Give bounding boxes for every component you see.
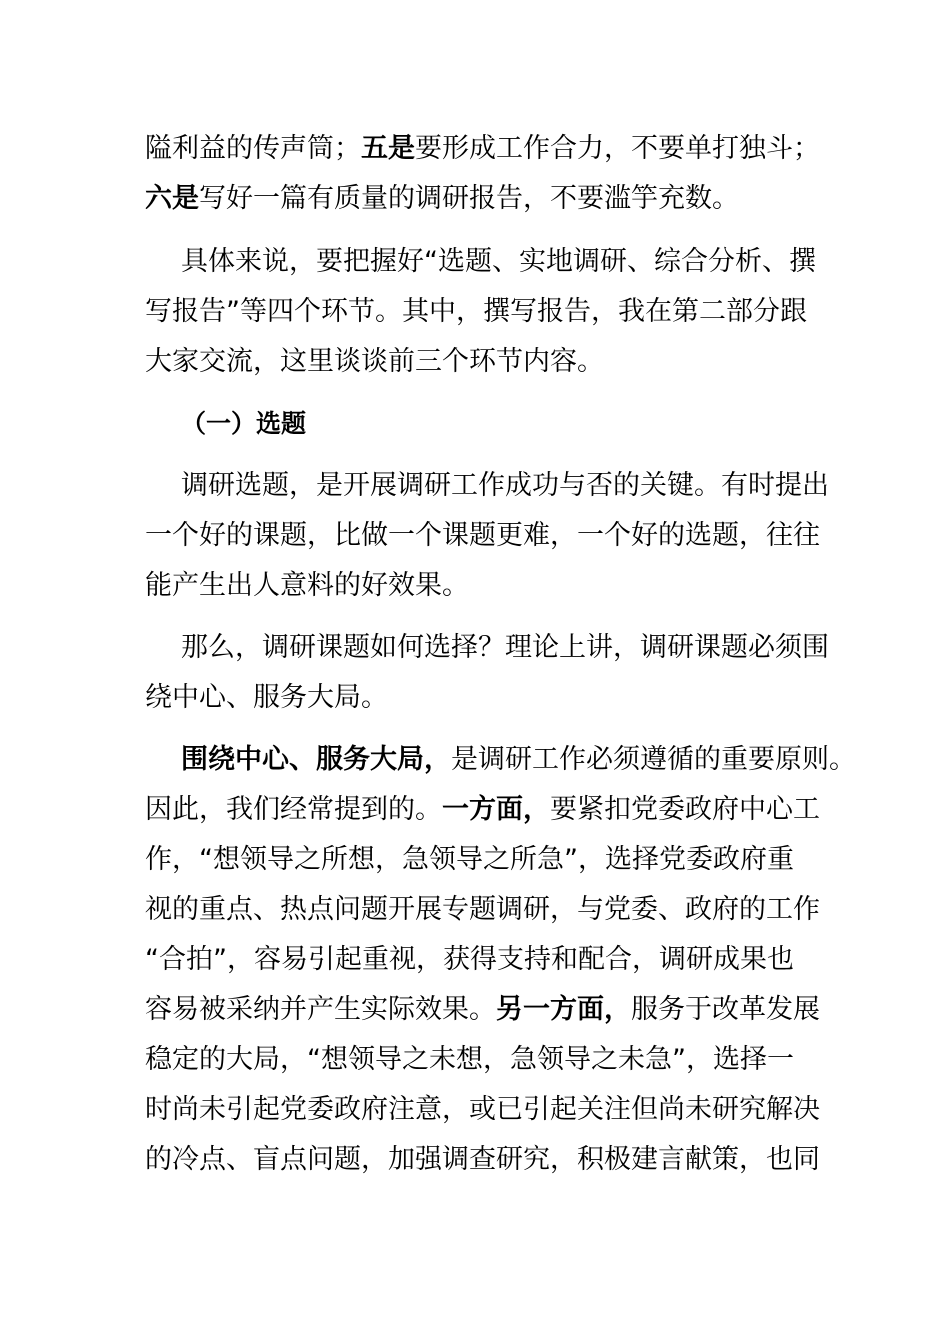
text-run: 绕中心、服务大局。 <box>145 682 388 713</box>
text-line <box>145 569 825 603</box>
emphasis-run: 一方面， <box>442 794 550 825</box>
text-run: 容易被采纳并产生实际效果。 <box>145 994 496 1025</box>
text-run: 要紧扣党委政府中心工 <box>550 794 820 825</box>
text-line <box>145 681 825 715</box>
text-run: 时尚未引起党委政府注意，或已引起关注但尚未研究解决 <box>145 1094 820 1125</box>
emphasis-run: 围绕中心、服务大局， <box>181 744 451 775</box>
text-run: 大家交流，这里谈谈前三个环节内容。 <box>145 346 604 377</box>
text-run: “合拍”，容易引起重视，获得支持和配合，调研成果也 <box>145 944 794 975</box>
text-run: 是调研工作必须遵循的重要原则。 <box>451 744 856 775</box>
text-line <box>145 943 825 977</box>
text-line <box>145 132 825 166</box>
text-run: 调研选题，是开展调研工作成功与否的关键。有时提出 <box>181 470 829 501</box>
text-line <box>145 843 825 877</box>
text-line <box>145 345 825 379</box>
text-run: 具体来说，要把握好“选题、实地调研、综合分析、撰 <box>181 246 816 277</box>
text-run: 视的重点、热点问题开展专题调研，与党委、政府的工作 <box>145 894 820 925</box>
text-run: 一个好的课题，比做一个课题更难，一个好的选题，往往 <box>145 520 820 551</box>
section-heading <box>181 407 861 441</box>
emphasis-run: 六是 <box>145 183 199 214</box>
text-run: 隘利益的传声筒； <box>145 133 361 164</box>
text-line <box>181 245 861 279</box>
text-line <box>145 893 825 927</box>
emphasis-run: 五是 <box>361 133 415 164</box>
text-line <box>181 469 861 503</box>
text-line <box>145 182 825 216</box>
text-run: 服务于改革发展 <box>631 994 820 1025</box>
text-line <box>145 295 825 329</box>
text-run: 写报告”等四个环节。其中，撰写报告，我在第二部分跟 <box>145 296 807 327</box>
text-line <box>181 631 861 665</box>
text-run: 要形成工作合力，不要单打独斗； <box>415 133 820 164</box>
text-line <box>145 1043 825 1077</box>
text-run: 稳定的大局，“想领导之未想，急领导之未急”，选择一 <box>145 1044 794 1075</box>
text-line <box>145 1093 825 1127</box>
text-line <box>145 519 825 553</box>
emphasis-run: 另一方面， <box>496 994 631 1025</box>
text-line <box>145 793 825 827</box>
text-run: 作，“想领导之所想，急领导之所急”，选择党委政府重 <box>145 844 794 875</box>
text-run: 写好一篇有质量的调研报告，不要滥竽充数。 <box>199 183 739 214</box>
text-run: 那么，调研课题如何选择？理论上讲，调研课题必须围 <box>181 632 829 663</box>
text-run: 因此，我们经常提到的。 <box>145 794 442 825</box>
text-line <box>145 1143 825 1177</box>
text-run: 能产生出人意料的好效果。 <box>145 570 469 601</box>
heading-text: （一）选题 <box>181 409 307 438</box>
text-line <box>181 743 861 777</box>
text-run: 的冷点、盲点问题，加强调查研究，积极建言献策，也同 <box>145 1144 820 1175</box>
text-line <box>145 993 825 1027</box>
